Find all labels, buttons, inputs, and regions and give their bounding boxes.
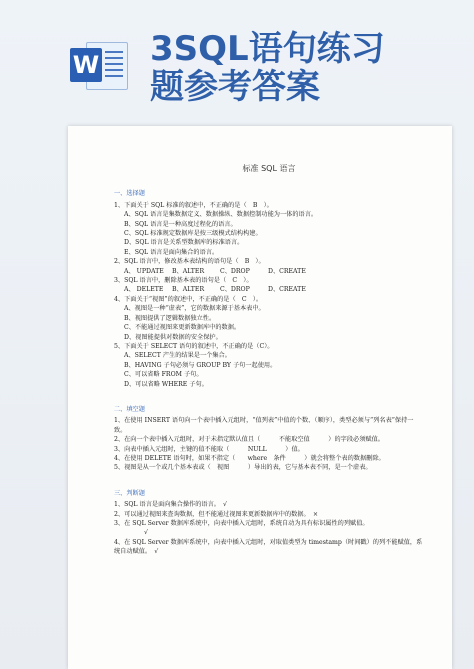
question-3-option: A、 DELETE xyxy=(124,286,164,294)
word-icon-letter: W xyxy=(70,48,102,82)
question-2: 2、SQL 语言中，修改基本表结构的语句是（ B ）。 xyxy=(114,258,265,266)
question-1-option-d: D、SQL 语言是关系型数据库的标准语言。 xyxy=(124,239,244,247)
question-4-option-c: C、不能通过视图来更新数据库中的数据。 xyxy=(124,324,241,332)
question-3-option: C、DROP xyxy=(220,286,250,294)
fill-question-2: 2、在向一个表中插入元组时，对于未指定默认值且（ 不能取空值 ）的字段必须赋值。 xyxy=(114,436,384,444)
question-5-option-c: C、可以省略 FROM 子句。 xyxy=(124,371,203,379)
judge-question-3-mark: √ xyxy=(144,529,148,537)
question-2-option: C、DROP xyxy=(220,267,250,275)
fill-question-4: 4、在使用 DELETE 语句时，如果不指定（ where 条件 ）就会将整个表的数据删除。 xyxy=(114,454,385,462)
question-3-option: D、CREATE xyxy=(268,286,306,294)
section-true-false: 三、判断题 xyxy=(114,489,145,497)
question-4-option-d: D、视图能提供对数据的安全保护。 xyxy=(124,333,222,341)
cover-header xyxy=(0,0,474,118)
word-document-icon xyxy=(70,40,128,90)
question-5-option-b: B、HAVING 子句必须与 GROUP BY 子句一起使用。 xyxy=(124,361,277,369)
cover-title-line1: 3SQL语句练习 xyxy=(150,29,385,69)
section-multiple-choice: 一、选择题 xyxy=(114,190,145,198)
question-1-option-b: B、SQL 语言是一种高度过程化的语言。 xyxy=(124,220,237,228)
question-2-options xyxy=(124,267,424,276)
question-1: 1、下面关于 SQL 标准的叙述中，不正确的是（ B ）。 xyxy=(114,201,273,209)
judge-question-2: 2、可以通过视图来查询数据，但不能通过视图来更新数据库中的数据。 × xyxy=(114,510,319,518)
fill-question-1: 1、在使用 INSERT 语句向一个表中插入元组时，“值列表”中值的个数、（顺序），类型必须与“列名表”保持一致。 xyxy=(114,417,414,434)
document-title: 标准 SQL 语言 xyxy=(242,164,296,173)
question-2-option: B、ALTER xyxy=(172,267,205,275)
question-4: 4、下面关于“视图”的叙述中，不正确的是（ C ）。 xyxy=(114,295,263,303)
judge-question-3: 3、在 SQL Server 数据库系统中，向表中插入元组时，系统自动为具有标识属性的列赋值。 xyxy=(114,520,369,527)
question-3-options xyxy=(124,285,424,294)
question-1-option-e: E、SQL 语言是面向集合的语言。 xyxy=(124,248,219,256)
section-fill-in: 二、填空题 xyxy=(114,405,145,413)
question-1-option-c: C、SQL 标准规定数据库是按三级模式结构构建。 xyxy=(124,230,262,238)
judge-question-4: 4、在 SQL Server 数据库系统中，向表中插入元组时，对取值类型为 timestamp（时间戳）的列不能赋值，系统自动赋值。 √ xyxy=(114,538,423,556)
question-4-option-b: B、视图提供了逻辑数据独立性。 xyxy=(124,314,216,322)
question-5-option-a: A、SELECT 产生的结果是一个集合。 xyxy=(124,352,231,360)
fill-question-5: 5、视图是从一个或几个基本表或（ 视图 ）导出的表，它与基本表不同，是一个虚表。 xyxy=(114,464,372,472)
question-5-option-d: D、可以省略 WHERE 子句。 xyxy=(124,380,208,388)
question-3: 3、SQL 语言中，删除基本表的语句是（ C ）。 xyxy=(114,277,253,285)
fill-question-3: 3、向表中插入元组时，主键的值不能取（ NULL ）值。 xyxy=(114,445,304,453)
document-page xyxy=(68,126,452,669)
question-2-option: D、CREATE xyxy=(268,267,306,275)
cover-title xyxy=(150,30,460,106)
judge-question-1: 1、SQL 语言是面向集合操作的语言。 √ xyxy=(114,501,227,509)
cover-title-line2: 题参考答案 xyxy=(150,67,320,107)
document-content xyxy=(114,164,424,557)
question-2-option: A、 UPDATE xyxy=(124,267,164,275)
question-4-option-a: A、视图是一种“虚表”，它的数据来源于基本表中。 xyxy=(124,305,265,313)
question-3-option: B、ALTER xyxy=(172,286,205,294)
question-1-option-a: A、SQL 语言是集数据定义、数据操纵、数据控制功能为一体的语言。 xyxy=(124,211,318,219)
question-5: 5、下面关于 SELECT 语句的叙述中，不正确的是（C）。 xyxy=(114,342,274,350)
